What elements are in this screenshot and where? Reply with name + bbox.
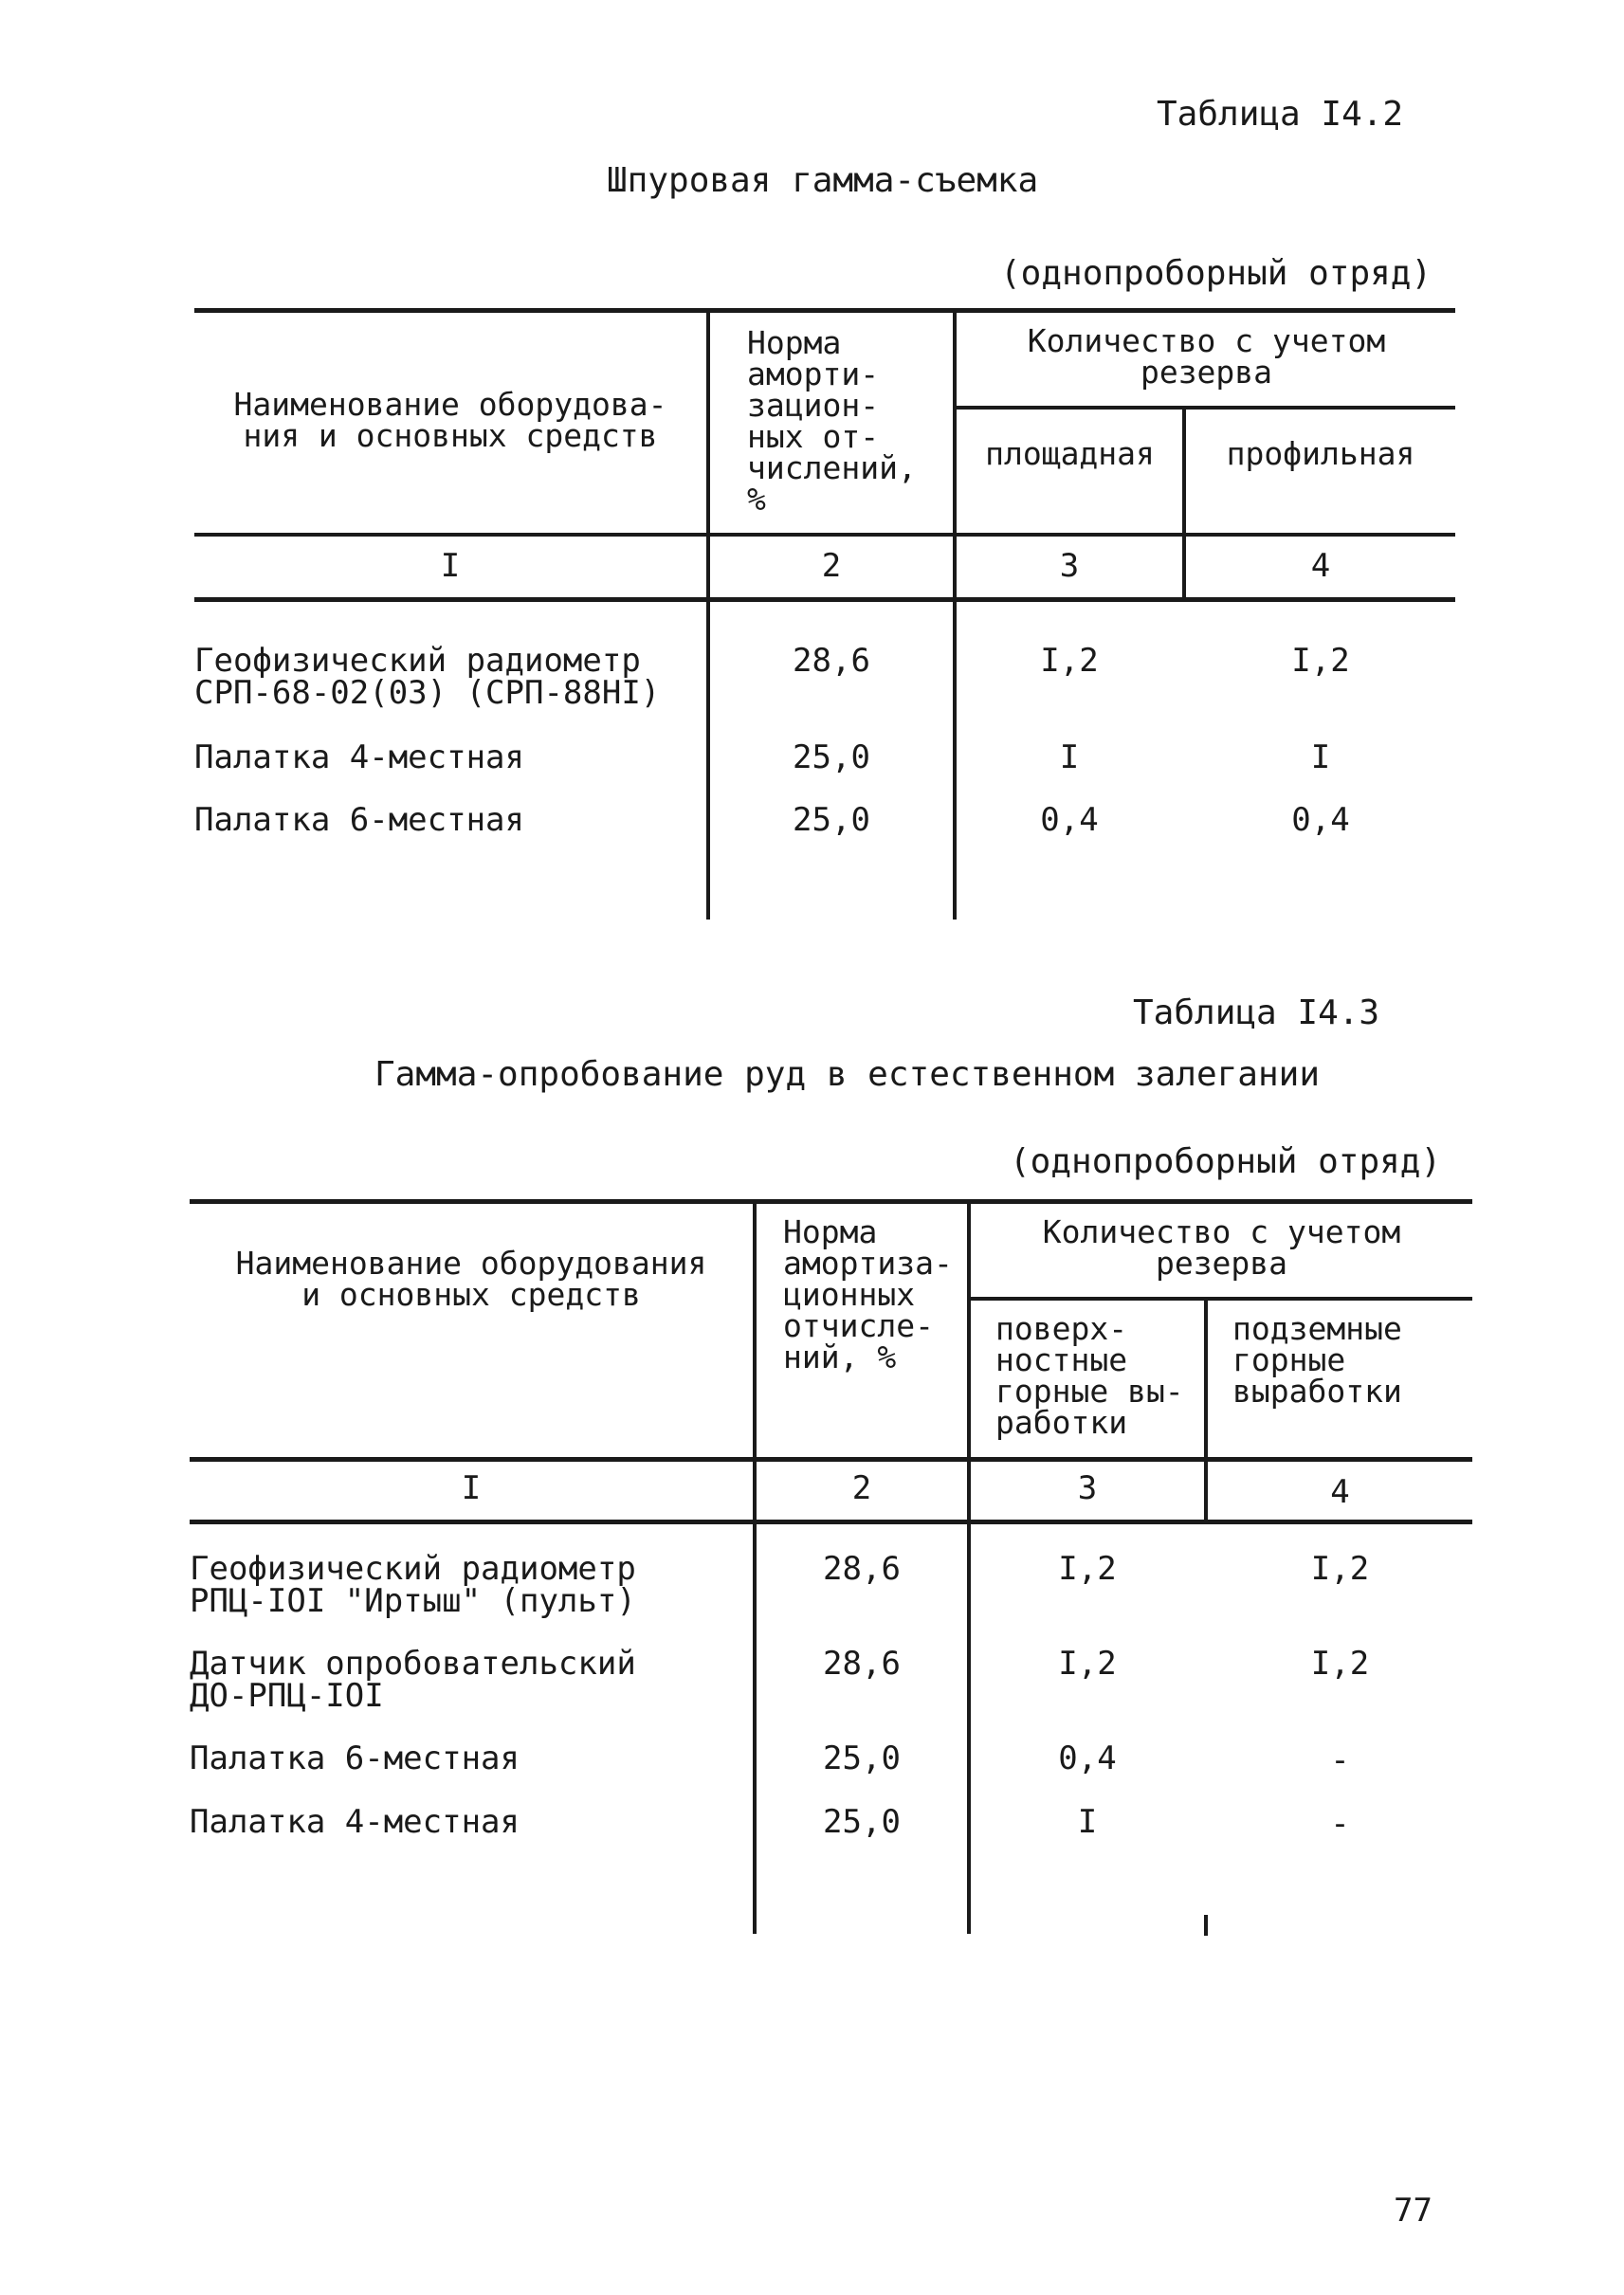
table2-caption: Таблица I4.3	[1133, 993, 1380, 1032]
table1-row-col3: I,2	[1040, 642, 1099, 680]
table1-header-qty: Количество с учетом резерва	[1027, 322, 1386, 391]
table1-row-norm: 25,0	[793, 738, 870, 776]
table2-header-norm: Норма амортиза- ционных отчисле- ний, %	[783, 1213, 953, 1375]
table1-caption: Таблица I4.2	[1157, 95, 1404, 134]
table1-row-col4: I	[1310, 738, 1331, 776]
table2-note: (однопроборный отряд)	[1010, 1142, 1442, 1181]
table1-header-col4: профильная	[1226, 435, 1415, 472]
table2-colnum: I	[461, 1469, 482, 1507]
table2-colnum: 4	[1330, 1473, 1350, 1511]
table2-row-col3: I,2	[1058, 1550, 1117, 1588]
table1-header-col3: площадная	[985, 435, 1155, 472]
table2-row-col3: 0,4	[1058, 1739, 1117, 1777]
table1-row-col3: 0,4	[1040, 801, 1099, 839]
table2-row-norm: 25,0	[823, 1739, 901, 1777]
table2-row-name: Датчик опробовательский ДО-РПЦ-IOI	[190, 1645, 636, 1715]
page-number: 77	[1394, 2192, 1432, 2230]
table1-row-col4: I,2	[1291, 642, 1350, 680]
table1-row-norm: 28,6	[793, 642, 870, 680]
table2-colnum: 3	[1077, 1469, 1098, 1507]
table2-header-col4: подземные горные выработки	[1232, 1310, 1402, 1410]
table1-colnum: 4	[1310, 547, 1331, 585]
table1-colnum: 2	[821, 547, 842, 585]
table2-header-col3: поверх- ностные горные вы- работки	[995, 1310, 1184, 1441]
table1-colnum: I	[440, 547, 461, 585]
table1-header-norm: Норма аморти- зацион- ных от- числений, %	[747, 324, 917, 518]
table2-row-norm: 28,6	[823, 1550, 901, 1588]
table1-row-col3: I	[1059, 738, 1080, 776]
table1-note: (однопроборный отряд)	[1000, 254, 1432, 293]
table2-row-col3: I	[1077, 1803, 1098, 1841]
table2-row-norm: 25,0	[823, 1803, 901, 1841]
table1-row-name: Палатка 6-местная	[194, 801, 524, 839]
table1-row-name: Геофизический радиометр СРП-68-02(03) (СРП-88HI)	[194, 642, 661, 712]
table2-row-col4: -	[1330, 1741, 1350, 1779]
table1-row-name: Палатка 4-местная	[194, 738, 524, 776]
table2-colnum: 2	[851, 1469, 872, 1507]
table2-header-qty: Количество с учетом резерва	[1042, 1213, 1401, 1282]
table2-row-name: Палатка 6-местная	[190, 1739, 520, 1777]
table2-row-col4: I,2	[1310, 1550, 1370, 1588]
table2-row-norm: 28,6	[823, 1645, 901, 1683]
table2-row-col4: I,2	[1310, 1645, 1370, 1683]
table2-title: Гамма-опробование руд в естественном залегании	[374, 1055, 1320, 1094]
table2-row-col3: I,2	[1058, 1645, 1117, 1683]
table1-header-name: Наименование оборудова- ния и основных средств	[233, 386, 667, 454]
table1-title: Шпуровая гамма-съемка	[607, 161, 1039, 200]
table2-row-name: Геофизический радиометр РПЦ-IOI "Иртыш" (пульт)	[190, 1550, 636, 1620]
table1-row-norm: 25,0	[793, 801, 870, 839]
table2-row-col4: -	[1330, 1805, 1350, 1843]
table2-header-name: Наименование оборудования и основных средств	[235, 1245, 707, 1313]
table1-colnum: 3	[1059, 547, 1080, 585]
table1-row-col4: 0,4	[1291, 801, 1350, 839]
table2-row-name: Палатка 4-местная	[190, 1803, 520, 1841]
